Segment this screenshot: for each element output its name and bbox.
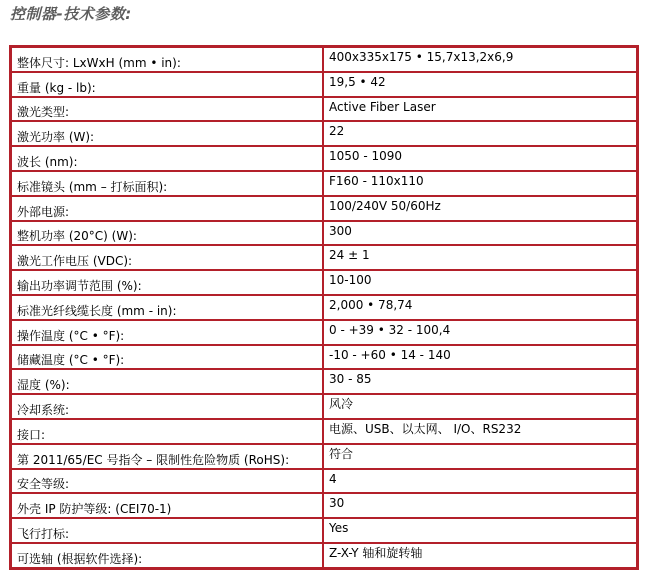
- spec-label: 激光工作电压 (VDC):: [11, 245, 324, 270]
- table-row: [11, 295, 638, 320]
- table-row: [11, 493, 638, 518]
- spec-value: 24 ± 1: [323, 245, 638, 270]
- spec-value: 符合: [323, 444, 638, 469]
- table-row: [11, 245, 638, 270]
- spec-value: 2,000 • 78,74: [323, 295, 638, 320]
- spec-value: 10-100: [323, 270, 638, 295]
- spec-value: 4: [323, 469, 638, 494]
- spec-value: 0 - +39 • 32 - 100,4: [323, 320, 638, 345]
- spec-label: 飞行打标:: [11, 518, 324, 543]
- spec-label: 重量 (kg - lb):: [11, 72, 324, 97]
- spec-label: 整机功率 (20°C) (W):: [11, 221, 324, 246]
- table-row: [11, 518, 638, 543]
- spec-value: 30 - 85: [323, 369, 638, 394]
- spec-table: [9, 45, 639, 570]
- spec-label: 输出功率调节范围 (%):: [11, 270, 324, 295]
- spec-label: 波长 (nm):: [11, 146, 324, 171]
- spec-label: 外壳 IP 防护等级: (CEI70-1): [11, 493, 324, 518]
- spec-value: Z-X-Y 轴和旋转轴: [323, 543, 638, 568]
- table-row: [11, 171, 638, 196]
- table-row: [11, 345, 638, 370]
- spec-value: 风冷: [323, 394, 638, 419]
- spec-value: 100/240V 50/60Hz: [323, 196, 638, 221]
- table-row: [11, 270, 638, 295]
- spec-label: 标准光纤线缆长度 (mm - in):: [11, 295, 324, 320]
- table-row: [11, 196, 638, 221]
- table-row: [11, 444, 638, 469]
- table-row: [11, 369, 638, 394]
- spec-value: Yes: [323, 518, 638, 543]
- table-row: [11, 97, 638, 122]
- spec-value: F160 - 110x110: [323, 171, 638, 196]
- spec-label: 储藏温度 (°C • °F):: [11, 345, 324, 370]
- section-title: 控制器-技术参数:: [10, 5, 132, 23]
- table-row: [11, 543, 638, 568]
- table-row: [11, 394, 638, 419]
- spec-label: 接口:: [11, 419, 324, 444]
- spec-label: 激光类型:: [11, 97, 324, 122]
- table-row: [11, 47, 638, 72]
- spec-value: 19,5 • 42: [323, 72, 638, 97]
- spec-value: 电源、USB、以太网、 I/O、RS232: [323, 419, 638, 444]
- spec-value: 22: [323, 121, 638, 146]
- spec-label: 第 2011/65/EC 号指令 – 限制性危险物质 (RoHS):: [11, 444, 324, 469]
- spec-label: 冷却系统:: [11, 394, 324, 419]
- spec-label: 激光功率 (W):: [11, 121, 324, 146]
- spec-label: 标准镜头 (mm – 打标面积):: [11, 171, 324, 196]
- table-row: [11, 469, 638, 494]
- spec-label: 湿度 (%):: [11, 369, 324, 394]
- spec-table-body: [11, 47, 638, 569]
- spec-label: 操作温度 (°C • °F):: [11, 320, 324, 345]
- table-row: [11, 320, 638, 345]
- spec-value: 300: [323, 221, 638, 246]
- table-row: [11, 72, 638, 97]
- spec-value: 30: [323, 493, 638, 518]
- table-row: [11, 121, 638, 146]
- spec-label: 可选轴 (根据软件选择):: [11, 543, 324, 568]
- spec-label: 安全等级:: [11, 469, 324, 494]
- spec-label: 整体尺寸: LxWxH (mm • in):: [11, 47, 324, 72]
- table-row: [11, 146, 638, 171]
- spec-value: -10 - +60 • 14 - 140: [323, 345, 638, 370]
- spec-value: Active Fiber Laser: [323, 97, 638, 122]
- spec-value: 1050 - 1090: [323, 146, 638, 171]
- table-row: [11, 221, 638, 246]
- spec-value: 400x335x175 • 15,7x13,2x6,9: [323, 47, 638, 72]
- spec-label: 外部电源:: [11, 196, 324, 221]
- table-row: [11, 419, 638, 444]
